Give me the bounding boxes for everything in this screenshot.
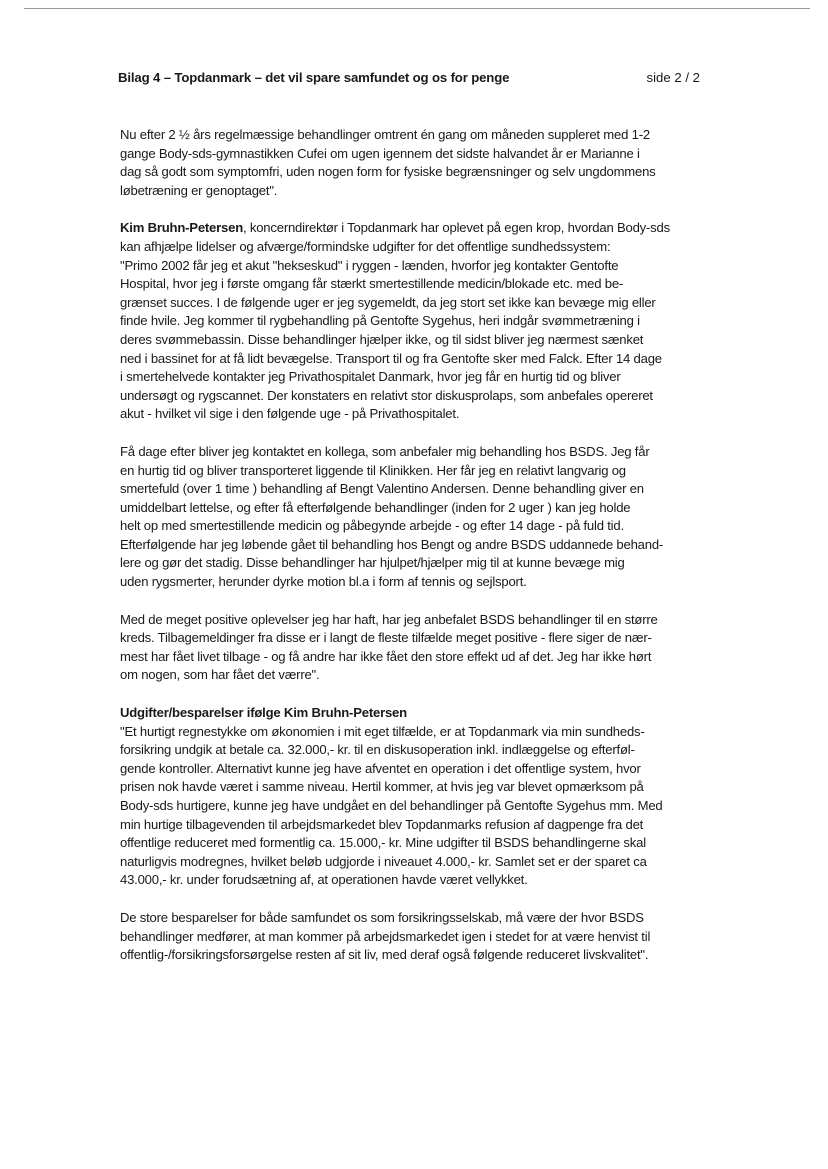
text-line: mest har fået livet tilbage - og få andre har ikke fået den store effekt ud af det. Jeg har ikke hørt bbox=[120, 648, 652, 664]
paragraph-bsds-treatment bbox=[120, 443, 704, 592]
paragraph-marianne-quote bbox=[120, 126, 704, 200]
text-line: behandlinger medfører, at man kommer på arbejdsmarkedet igen i stedet for at være henvist til bbox=[120, 928, 651, 944]
text-line: 43.000,- kr. under forudsætning af, at operationen havde været vellykket. bbox=[120, 872, 528, 888]
document-title: Bilag 4 – Topdanmark – det vil spare samfundet og os for penge bbox=[118, 70, 510, 85]
text-line: Nu efter 2 ½ års regelmæssige behandlinger omtrent én gang om måneden suppleret med 1-2 bbox=[120, 127, 650, 142]
text-line: gange Body-sds-gymnastikken Cufei om ugen igennem det sidste halvandet år er Marianne i bbox=[120, 145, 640, 161]
text-line: lere og gør det stadig. Disse behandlinger har hjulpet/hjælper mig til at kunne bevæge mig bbox=[120, 555, 625, 571]
text-line: smertefuld (over 1 time ) behandling af Bengt Valentino Andersen. Denne behandling giver en bbox=[120, 481, 644, 497]
text-fragment: , koncerndirektør i Topdanmark har oplevet på egen krop, hvordan Body-sds bbox=[243, 220, 670, 236]
text-line bbox=[120, 219, 704, 238]
text-line: umiddelbart lettelse, og efter få efterfølgende behandlinger (inden for 2 uger ) kan jeg holde bbox=[120, 499, 631, 515]
text-line: om nogen, som har fået det værre". bbox=[120, 667, 320, 683]
scan-top-edge bbox=[24, 8, 810, 9]
paragraph-kim-testimony bbox=[120, 219, 704, 424]
document-body bbox=[120, 126, 704, 984]
section-heading: Udgifter/besparelser ifølge Kim Bruhn-Petersen bbox=[120, 705, 407, 721]
text-line: løbetræning er genoptaget". bbox=[120, 182, 278, 198]
section-expenses-savings bbox=[120, 704, 704, 890]
text-line: De store besparelser for både samfundet os som forsikringsselskab, må være der hvor BSDS bbox=[120, 909, 644, 925]
text-line: kreds. Tilbagemeldinger fra disse er i langt de fleste tilfælde meget positive - flere siger de nær- bbox=[120, 630, 652, 646]
text-line: naturligvis modregnes, hvilket beløb udgjorde i niveauet 4.000,- kr. Samlet set er der sparet ca bbox=[120, 853, 647, 869]
text-line: Efterfølgende har jeg løbende gået til behandling hos Bengt og andre BSDS uddannede behand- bbox=[120, 536, 664, 552]
text-line: offentlig-/forsikringsforsørgelse resten af sit liv, med deraf også følgende reduceret livskvalitet". bbox=[120, 947, 649, 963]
text-line: offentlige reduceret med formentlig ca. 15.000,- kr. Mine udgifter til BSDS behandlingerne skal bbox=[120, 835, 646, 851]
paragraph-recommendations bbox=[120, 611, 704, 685]
text-line: Med de meget positive oplevelser jeg har haft, har jeg anbefalet BSDS behandlinger til en større bbox=[120, 611, 658, 627]
text-line: i smertehelvede kontakter jeg Privathospitalet Danmark, hvor jeg får en hurtig tid og bliver bbox=[120, 369, 621, 385]
text-line: prisen nok havde været i samme niveau. Hertil kommer, at hvis jeg var blevet opmærksom på bbox=[120, 779, 644, 795]
text-line: ned i bassinet for at få lidt bevægelse. Transport til og fra Gentofte sker med Falck. Efter 14 dage bbox=[120, 350, 662, 366]
text-line: gende kontroller. Alternativt kunne jeg have afventet en operation i det offentlige system, hvor bbox=[120, 760, 641, 776]
paragraph-conclusion bbox=[120, 909, 704, 965]
text-line: "Primo 2002 får jeg et akut "hekseskud" i ryggen - lænden, hvorfor jeg kontakter Gentofte bbox=[120, 257, 619, 273]
text-line: deres svømmebassin. Disse behandlinger hjælper ikke, og til sidst bliver jeg nærmest sænket bbox=[120, 331, 644, 347]
text-line: Få dage efter bliver jeg kontaktet en kollega, som anbefaler mig behandling hos BSDS. Jeg får bbox=[120, 443, 650, 459]
text-line: helt op med smertestillende medicin og påbegynde arbejde - og efter 14 dage - på fuld tid. bbox=[120, 518, 624, 534]
text-line: "Et hurtigt regnestykke om økonomien i mit eget tilfælde, er at Topdanmark via min sundheds- bbox=[120, 723, 645, 739]
text-line: undersøgt og rygscannet. Der konstaters en relativt stor diskusprolaps, som anbefales opereret bbox=[120, 387, 653, 403]
text-line: akut - hvilket vil sige i den følgende uge - på Privathospitalet. bbox=[120, 406, 460, 422]
text-line: grænset succes. I de følgende uger er jeg sygemeldt, da jeg stort set ikke kan bevæge mig eller bbox=[120, 294, 656, 310]
text-line: uden rygsmerter, herunder dyrke motion bl.a i form af tennis og sejlsport. bbox=[120, 574, 527, 590]
text-line: finde hvile. Jeg kommer til rygbehandling på Gentofte Sygehus, heri indgår svømmetræning i bbox=[120, 313, 640, 329]
person-name: Kim Bruhn-Petersen bbox=[120, 220, 243, 236]
text-line: en hurtig tid og bliver transporteret liggende til Klinikken. Her får jeg en relativt langvarig og bbox=[120, 462, 626, 478]
text-line: forsikring undgik at betale ca. 32.000,- kr. til en diskusoperation inkl. indlæggelse og efterføl- bbox=[120, 742, 635, 758]
text-line: dag så godt som symptomfri, uden nogen form for fysiske begrænsninger og selv ungdommens bbox=[120, 164, 656, 180]
text-line: min hurtige tilbagevenden til arbejdsmarkedet blev Topdanmarks refusion af dagpenge fra det bbox=[120, 816, 644, 832]
page-number: side 2 / 2 bbox=[646, 70, 700, 85]
text-line: kan afhjælpe lidelser og afværge/formindske udgifter for det offentlige sundhedssystem: bbox=[120, 238, 611, 254]
text-line: Hospital, hvor jeg i første omgang får stærkt smertestillende medicin/blokade etc. med be- bbox=[120, 276, 624, 292]
text-line: Body-sds hurtigere, kunne jeg have undgået en del behandlinger på Gentofte Sygehus mm. Med bbox=[120, 798, 663, 813]
page-header bbox=[118, 70, 700, 90]
